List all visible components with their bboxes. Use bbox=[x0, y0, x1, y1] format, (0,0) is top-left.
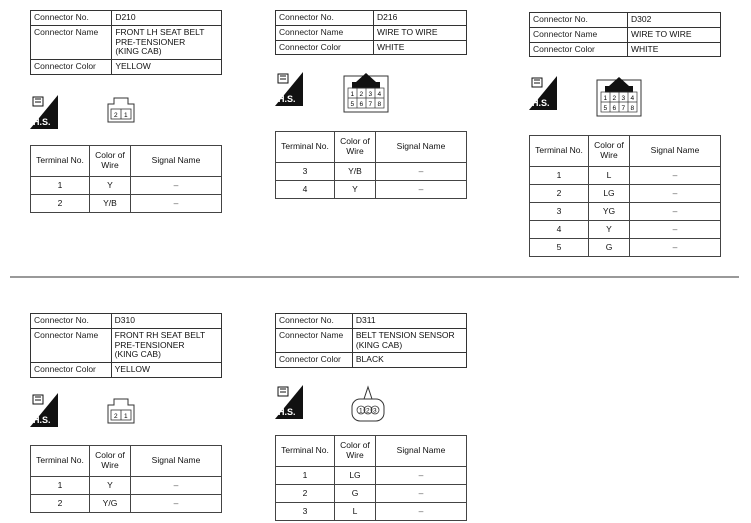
table-row bbox=[31, 195, 222, 213]
connector-color-label: Connector Color bbox=[31, 60, 112, 75]
connector-color-label: Connector Color bbox=[530, 42, 628, 57]
section-divider bbox=[10, 276, 739, 278]
table-row bbox=[530, 203, 721, 221]
connector-card-d311 bbox=[275, 313, 467, 368]
connector-color-value: WHITE bbox=[374, 40, 467, 55]
signal-name: – bbox=[630, 221, 721, 239]
terminal-no: 2 bbox=[530, 185, 589, 203]
terminal-no: 2 bbox=[31, 195, 90, 213]
signal-name: – bbox=[630, 185, 721, 203]
pin-label: 3 bbox=[368, 91, 373, 98]
table-row bbox=[530, 185, 721, 203]
pin-label: 4 bbox=[630, 95, 635, 102]
harness-side-icon bbox=[275, 385, 303, 424]
color-of-wire-header: Color of Wire bbox=[335, 132, 376, 163]
connector-name-value: FRONT LH SEAT BELT PRE-TENSIONER (KING CAB) bbox=[112, 25, 222, 59]
wire-color: Y bbox=[589, 221, 630, 239]
connector-name-value: WIRE TO WIRE bbox=[374, 25, 467, 40]
signal-name-header: Signal Name bbox=[131, 446, 222, 477]
connector-face-d302 bbox=[595, 74, 643, 123]
color-of-wire-header: Color of Wire bbox=[589, 136, 630, 167]
wire-color: YG bbox=[589, 203, 630, 221]
color-of-wire-header: Color of Wire bbox=[335, 436, 376, 467]
wire-color: Y/B bbox=[90, 195, 131, 213]
table-row bbox=[31, 177, 222, 195]
pin-label: 2 bbox=[612, 95, 617, 102]
connector-no-label: Connector No. bbox=[31, 11, 112, 26]
terminal-no: 2 bbox=[276, 485, 335, 503]
terminal-no-header: Terminal No. bbox=[31, 146, 90, 177]
connector-no-label: Connector No. bbox=[31, 314, 112, 329]
terminal-no: 1 bbox=[31, 177, 90, 195]
harness-side-icon bbox=[30, 95, 58, 134]
terminal-no: 4 bbox=[530, 221, 589, 239]
wire-color: Y bbox=[90, 177, 131, 195]
table-row bbox=[276, 485, 467, 503]
hs-label: H.S. bbox=[278, 407, 296, 417]
pin-label: 1 bbox=[603, 95, 608, 102]
connector-no-label: Connector No. bbox=[276, 314, 353, 329]
connector-name-label: Connector Name bbox=[276, 25, 374, 40]
pin-label: 2 bbox=[114, 413, 118, 420]
pin-label: 5 bbox=[350, 101, 355, 108]
connector-name-label: Connector Name bbox=[31, 25, 112, 59]
connector-face-d216 bbox=[342, 70, 390, 119]
connector-card-d216 bbox=[275, 10, 467, 55]
wire-color: LG bbox=[589, 185, 630, 203]
wire-color: L bbox=[335, 503, 376, 521]
terminal-table-d311 bbox=[275, 435, 467, 521]
terminal-no-header: Terminal No. bbox=[276, 436, 335, 467]
connector-name-value: WIRE TO WIRE bbox=[628, 27, 721, 42]
signal-name: – bbox=[630, 203, 721, 221]
pin-label: 6 bbox=[359, 101, 364, 108]
terminal-no: 2 bbox=[31, 495, 90, 513]
table-row bbox=[31, 477, 222, 495]
pin-label: 2 bbox=[366, 407, 370, 415]
terminal-table-d210 bbox=[30, 145, 222, 213]
wire-color: Y/B bbox=[335, 163, 376, 181]
connector-card-d210 bbox=[30, 10, 222, 75]
wire-color: Y/G bbox=[90, 495, 131, 513]
hs-label: H.S. bbox=[33, 415, 51, 425]
connector-info-table bbox=[30, 313, 222, 378]
pin-label: 1 bbox=[350, 91, 355, 98]
harness-side-icon bbox=[275, 72, 303, 111]
connector-name-label: Connector Name bbox=[31, 328, 112, 362]
terminal-no: 1 bbox=[530, 167, 589, 185]
terminal-no-header: Terminal No. bbox=[530, 136, 589, 167]
signal-name: – bbox=[131, 195, 222, 213]
terminal-no: 3 bbox=[276, 503, 335, 521]
connector-info-table bbox=[529, 12, 721, 57]
color-of-wire-header: Color of Wire bbox=[90, 446, 131, 477]
wire-color: Y bbox=[335, 181, 376, 199]
pin-label: 2 bbox=[114, 112, 118, 119]
terminal-table-d310 bbox=[30, 445, 222, 513]
pin-label: 8 bbox=[377, 101, 382, 108]
terminal-no: 3 bbox=[530, 203, 589, 221]
pin-label: 6 bbox=[612, 105, 617, 112]
connector-no-value: D311 bbox=[352, 314, 466, 329]
connector-color-value: BLACK bbox=[352, 353, 466, 368]
table-row bbox=[276, 467, 467, 485]
signal-name: – bbox=[376, 485, 467, 503]
terminal-no-header: Terminal No. bbox=[276, 132, 335, 163]
pin-label: 5 bbox=[603, 105, 608, 112]
wire-color: LG bbox=[335, 467, 376, 485]
signal-name: – bbox=[131, 477, 222, 495]
pin-label: 2 bbox=[359, 91, 364, 98]
connector-info-table bbox=[275, 10, 467, 55]
connector-color-label: Connector Color bbox=[31, 363, 112, 378]
signal-name: – bbox=[376, 181, 467, 199]
table-row bbox=[530, 239, 721, 257]
connector-color-value: YELLOW bbox=[111, 363, 221, 378]
harness-side-icon bbox=[30, 393, 58, 432]
signal-name: – bbox=[131, 495, 222, 513]
signal-name-header: Signal Name bbox=[376, 132, 467, 163]
connector-name-value: BELT TENSION SENSOR (KING CAB) bbox=[352, 328, 466, 353]
signal-name-header: Signal Name bbox=[630, 136, 721, 167]
connector-no-value: D302 bbox=[628, 13, 721, 28]
pin-label: 1 bbox=[124, 413, 128, 420]
color-of-wire-header: Color of Wire bbox=[90, 146, 131, 177]
table-row bbox=[276, 163, 467, 181]
connector-no-value: D210 bbox=[112, 11, 222, 26]
connector-face-d311 bbox=[350, 385, 386, 428]
connector-info-table bbox=[275, 313, 467, 368]
terminal-no: 1 bbox=[276, 467, 335, 485]
table-row bbox=[31, 495, 222, 513]
table-row bbox=[530, 167, 721, 185]
hs-label: H.S. bbox=[532, 98, 550, 108]
pin-label: 8 bbox=[630, 105, 635, 112]
connector-name-value: FRONT RH SEAT BELT PRE-TENSIONER (KING CAB) bbox=[111, 328, 221, 362]
terminal-no-header: Terminal No. bbox=[31, 446, 90, 477]
connector-face-d310 bbox=[106, 397, 136, 430]
connector-color-value: YELLOW bbox=[112, 60, 222, 75]
pin-label: 1 bbox=[359, 407, 363, 415]
terminal-no: 5 bbox=[530, 239, 589, 257]
pin-label: 1 bbox=[124, 112, 128, 119]
signal-name-header: Signal Name bbox=[131, 146, 222, 177]
connector-card-d310 bbox=[30, 313, 222, 378]
wire-color: G bbox=[589, 239, 630, 257]
signal-name: – bbox=[131, 177, 222, 195]
connector-name-label: Connector Name bbox=[276, 328, 353, 353]
signal-name: – bbox=[630, 239, 721, 257]
table-row bbox=[530, 221, 721, 239]
connector-face-d210 bbox=[106, 96, 136, 129]
pin-label: 7 bbox=[621, 105, 626, 112]
connector-color-value: WHITE bbox=[628, 42, 721, 57]
connector-card-d302 bbox=[529, 12, 721, 57]
hs-label: H.S. bbox=[33, 117, 51, 127]
terminal-table-d302 bbox=[529, 135, 721, 257]
connector-info-table bbox=[30, 10, 222, 75]
terminal-no: 4 bbox=[276, 181, 335, 199]
wire-color: G bbox=[335, 485, 376, 503]
table-row bbox=[276, 503, 467, 521]
connector-no-value: D216 bbox=[374, 11, 467, 26]
table-row bbox=[276, 181, 467, 199]
hs-label: H.S. bbox=[278, 94, 296, 104]
wire-color: Y bbox=[90, 477, 131, 495]
pin-label: 4 bbox=[377, 91, 382, 98]
connector-no-label: Connector No. bbox=[530, 13, 628, 28]
connector-no-value: D310 bbox=[111, 314, 221, 329]
signal-name: – bbox=[376, 163, 467, 181]
wire-color: L bbox=[589, 167, 630, 185]
connector-name-label: Connector Name bbox=[530, 27, 628, 42]
terminal-no: 1 bbox=[31, 477, 90, 495]
pin-label: 3 bbox=[373, 407, 377, 415]
signal-name: – bbox=[376, 467, 467, 485]
harness-side-icon bbox=[529, 76, 557, 115]
pin-label: 3 bbox=[621, 95, 626, 102]
connector-no-label: Connector No. bbox=[276, 11, 374, 26]
signal-name: – bbox=[630, 167, 721, 185]
connector-color-label: Connector Color bbox=[276, 40, 374, 55]
pin-label: 7 bbox=[368, 101, 373, 108]
signal-name-header: Signal Name bbox=[376, 436, 467, 467]
signal-name: – bbox=[376, 503, 467, 521]
terminal-table-d216 bbox=[275, 131, 467, 199]
connector-color-label: Connector Color bbox=[276, 353, 353, 368]
terminal-no: 3 bbox=[276, 163, 335, 181]
